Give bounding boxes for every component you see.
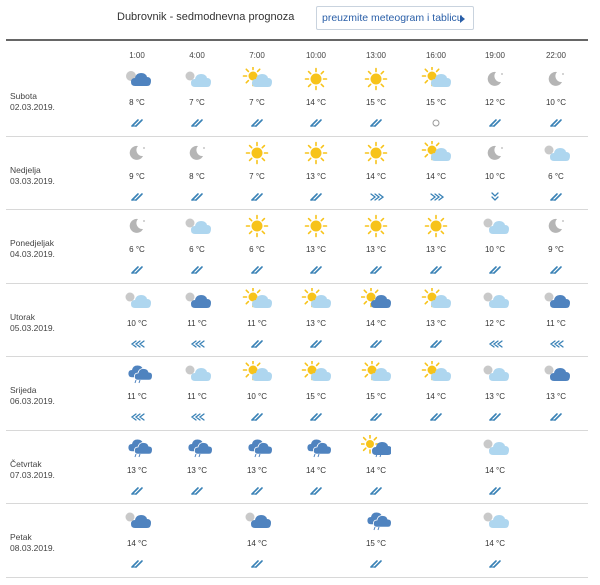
temperature-value: 13 °C — [365, 245, 387, 254]
forecast-cell — [112, 210, 162, 284]
rain-cloud-icon — [182, 435, 212, 459]
forecast-cell — [470, 357, 520, 431]
day-date: 07.03.2019. — [10, 469, 55, 480]
light-wind-icon — [428, 339, 444, 349]
mostly-cloudy-day-icon — [361, 288, 391, 312]
forecast-cell — [291, 137, 341, 211]
overcast-icon — [541, 361, 571, 385]
temperature-value: 13 °C — [305, 171, 327, 181]
day-date: 05.03.2019. — [10, 322, 55, 333]
temperature-value: 6 °C — [129, 245, 145, 254]
temperature-value: 10 °C — [246, 392, 268, 401]
sun-rain-icon — [361, 435, 391, 459]
hour-label: 13:00 — [365, 51, 387, 60]
temperature-value: 15 °C — [365, 98, 387, 107]
rain-cloud-icon — [361, 508, 391, 532]
temperature-value: 8 °C — [189, 171, 205, 181]
forecast-cell — [112, 137, 162, 211]
cloudy-icon — [182, 67, 212, 91]
forecast-cell — [112, 431, 162, 505]
sunny-icon — [301, 67, 331, 91]
strong-wind-icon — [189, 412, 205, 422]
partly-cloudy-day-icon — [421, 361, 451, 385]
light-wind-icon — [249, 118, 265, 128]
cloudy-icon — [182, 214, 212, 238]
temperature-value: 14 °C — [126, 539, 148, 548]
forecast-cell — [172, 431, 222, 505]
day-date: 02.03.2019. — [10, 102, 55, 112]
page-title: Dubrovnik - sedmodnevna prognoza — [117, 11, 295, 23]
light-wind-icon — [487, 559, 503, 569]
light-wind-icon — [548, 265, 564, 275]
strong-wind-icon — [189, 339, 205, 349]
strong-wind-icon — [487, 339, 503, 349]
temperature-value: 14 °C — [484, 539, 506, 548]
cloudy-icon — [182, 361, 212, 385]
sunny-icon — [361, 67, 391, 91]
rain-cloud-icon — [122, 435, 152, 459]
temperature-value: 14 °C — [246, 539, 268, 548]
temperature-value: 13 °C — [305, 245, 327, 254]
clear-night-icon — [122, 214, 152, 238]
temperature-value: 14 °C — [425, 392, 447, 401]
sunny-icon — [361, 214, 391, 238]
forecast-cell — [291, 284, 341, 358]
light-wind-icon — [368, 559, 384, 569]
forecast-cell — [470, 137, 520, 211]
temperature-value: 8 °C — [129, 98, 145, 107]
forecast-cell — [291, 357, 341, 431]
day-row — [0, 357, 600, 431]
cloudy-icon — [122, 288, 152, 312]
rain-cloud-icon — [122, 361, 152, 385]
light-wind-icon — [249, 265, 265, 275]
cloudy-icon — [480, 288, 510, 312]
forecast-cell — [531, 284, 581, 358]
forecast-cell — [351, 504, 401, 578]
clear-night-icon — [541, 214, 571, 238]
strong-wind-icon — [548, 339, 564, 349]
light-wind-icon — [129, 486, 145, 496]
south-wind-icon — [487, 192, 503, 202]
temperature-value: 11 °C — [187, 318, 207, 328]
forecast-cell — [351, 63, 401, 137]
temperature-value: 11 °C — [187, 392, 207, 401]
forecast-cell — [470, 431, 520, 505]
clear-night-icon — [541, 67, 571, 91]
temperature-value: 13 °C — [545, 392, 567, 401]
light-wind-icon — [428, 412, 444, 422]
forecast-cell — [351, 431, 401, 505]
forecast-cell — [172, 357, 222, 431]
light-wind-icon — [428, 265, 444, 275]
temperature-value: 14 °C — [425, 171, 447, 181]
temperature-value: 6 °C — [548, 171, 564, 181]
download-meteogram-label: preuzmite meteogram i tablicu — [322, 12, 463, 24]
forecast-cell — [291, 210, 341, 284]
forecast-cell — [411, 137, 461, 211]
light-wind-icon — [368, 118, 384, 128]
strong-wind-icon — [129, 339, 145, 349]
partly-cloudy-night-icon — [122, 67, 152, 91]
day-row — [0, 504, 600, 578]
forecast-cell — [351, 210, 401, 284]
temperature-value: 7 °C — [249, 98, 265, 107]
partly-cloudy-day-icon — [421, 67, 451, 91]
temperature-value: 10 °C — [545, 98, 567, 107]
day-name: Utorak — [10, 311, 36, 322]
light-wind-icon — [368, 339, 384, 349]
overcast-icon — [122, 508, 152, 532]
light-wind-icon — [308, 486, 324, 496]
forecast-cell — [172, 63, 222, 137]
hour-label: 22:00 — [545, 51, 567, 60]
temperature-value: 11 °C — [247, 318, 267, 328]
temperature-value: 14 °C — [365, 171, 387, 181]
day-date: 08.03.2019. — [10, 543, 55, 553]
east-wind-icon — [428, 192, 444, 202]
clear-night-icon — [182, 141, 212, 165]
temperature-value: 6 °C — [189, 245, 205, 254]
sunny-icon — [421, 214, 451, 238]
forecast-cell — [351, 357, 401, 431]
light-wind-icon — [249, 559, 265, 569]
rain-cloud-icon — [242, 435, 272, 459]
light-wind-icon — [189, 192, 205, 202]
clear-night-icon — [480, 67, 510, 91]
sunny-icon — [361, 141, 391, 165]
temperature-value: 9 °C — [129, 171, 145, 181]
light-wind-icon — [548, 192, 564, 202]
forecast-cell — [411, 284, 461, 358]
overcast-icon — [541, 288, 571, 312]
day-row — [0, 431, 600, 505]
sunny-icon — [301, 214, 331, 238]
temperature-value: 14 °C — [305, 98, 327, 107]
day-name: Petak — [10, 532, 32, 542]
light-wind-icon — [487, 412, 503, 422]
cloudy-icon — [480, 214, 510, 238]
day-row — [0, 284, 600, 358]
light-wind-icon — [548, 118, 564, 128]
light-wind-icon — [308, 192, 324, 202]
temperature-value: 6 °C — [249, 245, 265, 254]
forecast-cell — [470, 63, 520, 137]
light-wind-icon — [129, 118, 145, 128]
temperature-value: 15 °C — [365, 392, 387, 401]
light-wind-icon — [129, 192, 145, 202]
forecast-cell — [232, 63, 282, 137]
temperature-value: 15 °C — [425, 98, 447, 107]
east-wind-icon — [368, 192, 384, 202]
light-wind-icon — [487, 118, 503, 128]
forecast-cell — [411, 63, 461, 137]
header — [0, 0, 600, 40]
light-wind-icon — [189, 265, 205, 275]
hour-header-row — [0, 51, 600, 63]
forecast-cell — [470, 284, 520, 358]
forecast-cell — [112, 504, 162, 578]
partly-cloudy-day-icon — [242, 361, 272, 385]
day-date: 06.03.2019. — [10, 396, 55, 406]
forecast-cell — [232, 210, 282, 284]
forecast-cell — [232, 284, 282, 358]
temperature-value: 14 °C — [365, 318, 387, 328]
hour-label: 16:00 — [425, 51, 447, 60]
temperature-value: 13 °C — [126, 465, 148, 475]
light-wind-icon — [308, 412, 324, 422]
day-row — [0, 137, 600, 211]
temperature-value: 10 °C — [484, 245, 506, 254]
temperature-value: 7 °C — [189, 98, 205, 107]
partly-cloudy-day-icon — [242, 288, 272, 312]
day-date: 03.03.2019. — [10, 175, 55, 186]
forecast-cell — [112, 63, 162, 137]
cloudy-icon — [541, 141, 571, 165]
forecast-cell — [291, 431, 341, 505]
cloudy-icon — [480, 361, 510, 385]
partly-cloudy-day-icon — [361, 361, 391, 385]
hour-label: 10:00 — [305, 51, 327, 60]
hour-label: 19:00 — [484, 51, 506, 60]
temperature-value: 7 °C — [249, 171, 265, 181]
light-wind-icon — [129, 559, 145, 569]
forecast-cell — [172, 284, 222, 358]
day-date: 04.03.2019. — [10, 249, 55, 259]
forecast-cell — [470, 210, 520, 284]
light-wind-icon — [308, 265, 324, 275]
forecast-cell — [470, 504, 520, 578]
day-row — [0, 63, 600, 137]
day-name: Srijeda — [10, 385, 37, 395]
light-wind-icon — [249, 412, 265, 422]
strong-wind-icon — [129, 412, 145, 422]
partly-cloudy-day-icon — [421, 141, 451, 165]
temperature-value: 11 °C — [127, 392, 147, 401]
day-name: Četvrtak — [10, 458, 42, 469]
sunny-icon — [242, 141, 272, 165]
day-name: Subota — [10, 91, 37, 101]
light-wind-icon — [548, 412, 564, 422]
clear-night-icon — [480, 141, 510, 165]
hour-label: 1:00 — [129, 51, 145, 60]
hour-label: 7:00 — [249, 51, 265, 60]
day-row — [0, 210, 600, 284]
forecast-cell — [112, 284, 162, 358]
overcast-icon — [242, 508, 272, 532]
partly-cloudy-day-icon — [301, 361, 331, 385]
forecast-cell — [531, 137, 581, 211]
cloudy-icon — [480, 435, 510, 459]
forecast-cell — [351, 284, 401, 358]
temperature-value: 15 °C — [365, 539, 387, 548]
temperature-value: 14 °C — [484, 465, 506, 475]
temperature-value: 13 °C — [484, 392, 506, 401]
temperature-value: 13 °C — [186, 465, 208, 475]
forecast-cell — [232, 137, 282, 211]
temperature-value: 15 °C — [305, 392, 327, 401]
temperature-value: 13 °C — [305, 318, 327, 328]
temperature-value: 10 °C — [484, 171, 506, 181]
temperature-value: 12 °C — [484, 98, 506, 107]
calm-icon — [428, 118, 444, 128]
temperature-value: 13 °C — [425, 245, 447, 254]
table-top-border — [6, 39, 588, 41]
temperature-value: 14 °C — [305, 465, 327, 475]
partly-cloudy-day-icon — [421, 288, 451, 312]
forecast-cell — [232, 431, 282, 505]
light-wind-icon — [129, 265, 145, 275]
sunny-icon — [301, 141, 331, 165]
forecast-cell — [291, 63, 341, 137]
sunny-icon — [242, 214, 272, 238]
light-wind-icon — [249, 192, 265, 202]
temperature-value: 14 °C — [365, 465, 387, 475]
light-wind-icon — [189, 118, 205, 128]
cloudy-icon — [480, 508, 510, 532]
forecast-cell — [232, 357, 282, 431]
rain-cloud-icon — [301, 435, 331, 459]
temperature-value: 13 °C — [246, 465, 268, 475]
light-wind-icon — [249, 339, 265, 349]
chevron-right-icon — [460, 15, 465, 23]
hour-label: 4:00 — [189, 51, 205, 60]
light-wind-icon — [249, 486, 265, 496]
partly-cloudy-day-icon — [242, 67, 272, 91]
forecast-cell — [172, 210, 222, 284]
forecast-cell — [531, 357, 581, 431]
temperature-value: 11 °C — [546, 318, 566, 328]
overcast-icon — [182, 288, 212, 312]
light-wind-icon — [487, 486, 503, 496]
light-wind-icon — [368, 265, 384, 275]
partly-cloudy-day-icon — [301, 288, 331, 312]
day-name: Nedjelja — [10, 164, 41, 175]
light-wind-icon — [368, 486, 384, 496]
forecast-cell — [531, 210, 581, 284]
light-wind-icon — [308, 118, 324, 128]
light-wind-icon — [487, 265, 503, 275]
forecast-cell — [531, 63, 581, 137]
forecast-cell — [232, 504, 282, 578]
forecast-cell — [172, 137, 222, 211]
forecast-cell — [351, 137, 401, 211]
temperature-value: 9 °C — [548, 245, 564, 254]
row-divider — [6, 577, 588, 578]
light-wind-icon — [189, 486, 205, 496]
day-name: Ponedjeljak — [10, 238, 54, 248]
forecast-cell — [411, 210, 461, 284]
temperature-value: 12 °C — [484, 318, 506, 328]
light-wind-icon — [368, 412, 384, 422]
download-meteogram-button[interactable] — [316, 6, 474, 30]
temperature-value: 10 °C — [126, 318, 148, 328]
light-wind-icon — [308, 339, 324, 349]
forecast-cell — [112, 357, 162, 431]
temperature-value: 13 °C — [425, 318, 447, 328]
clear-night-icon — [122, 141, 152, 165]
forecast-cell — [411, 357, 461, 431]
